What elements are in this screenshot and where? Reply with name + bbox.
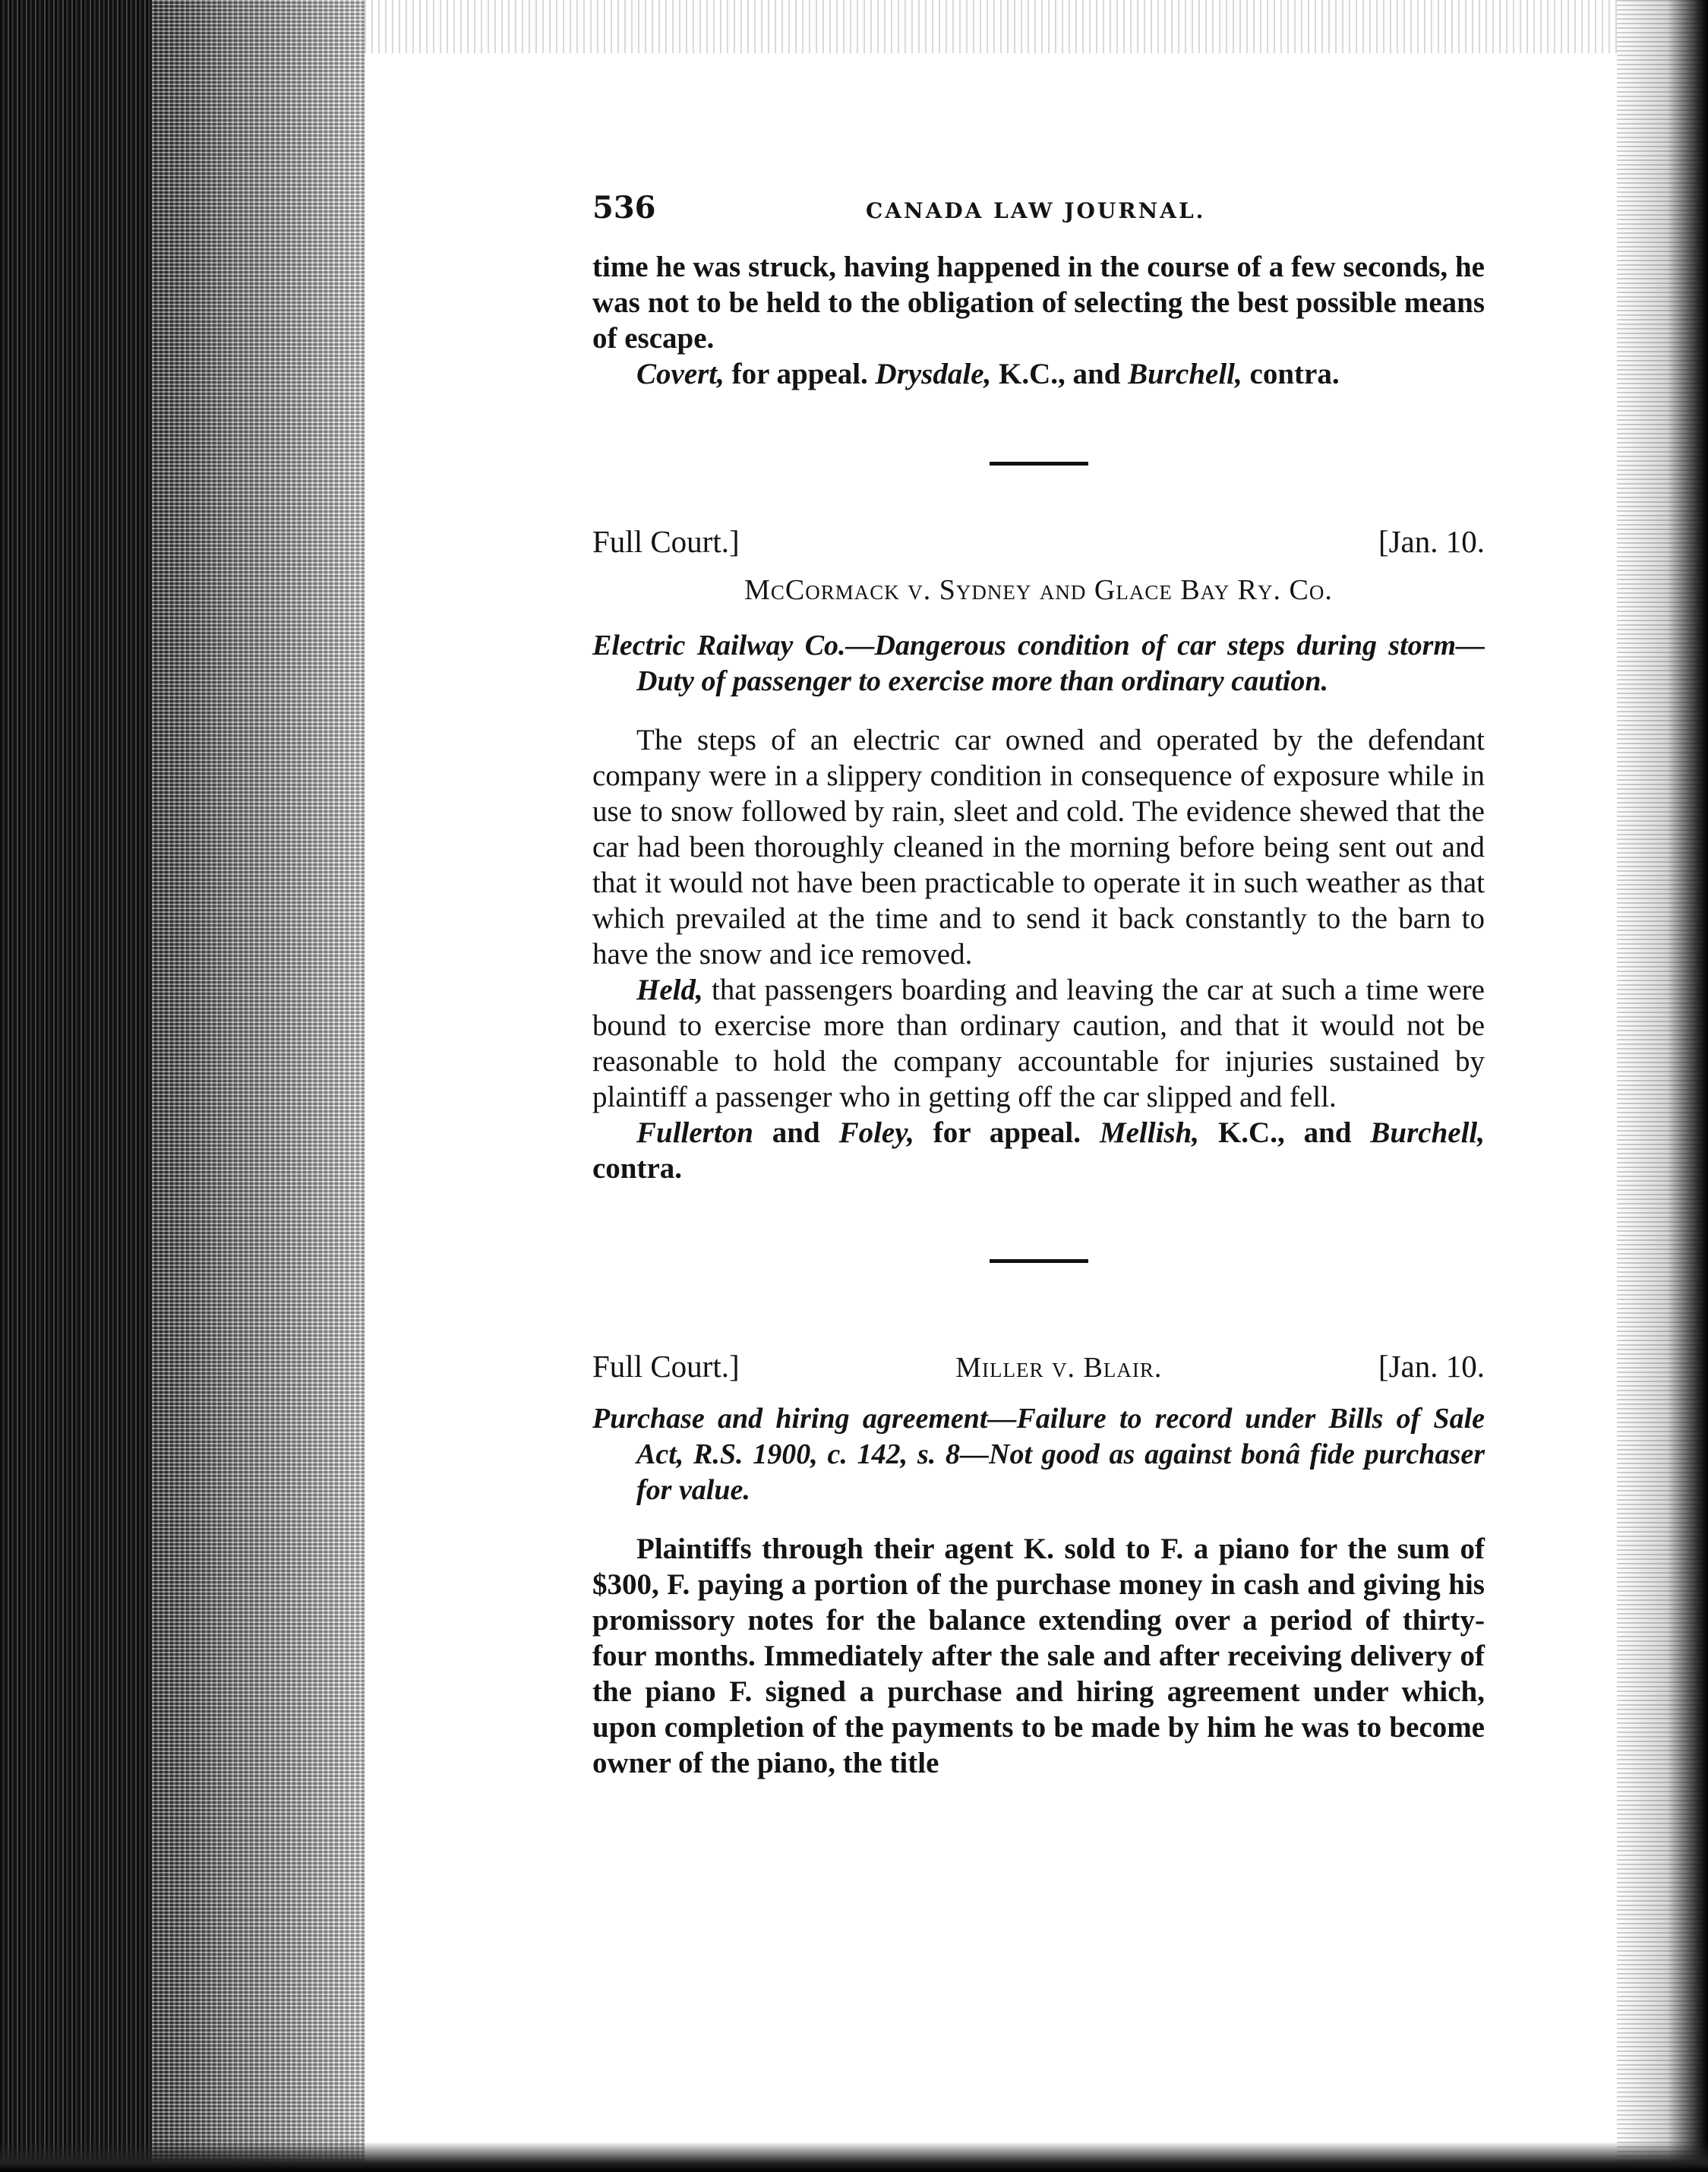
case2-catchwords: Purchase and hiring agreement—Failure to record under Bills of Sale Act, R.S. 1900, c. 142, s. 8—Not good as against bonâ fide purchaser for value. bbox=[592, 1403, 1485, 1506]
case1-counsel bbox=[592, 1115, 1485, 1186]
case2-heading bbox=[592, 1348, 1485, 1384]
case2-title: Miller v. Blair. bbox=[955, 1352, 1163, 1384]
case2-court: Full Court.] bbox=[592, 1349, 740, 1384]
counsel-name: Foley, bbox=[838, 1116, 914, 1149]
case1-date: [Jan. 10. bbox=[1378, 524, 1485, 559]
case1-facts: The steps of an electric car owned and operated by the defendant company were in a slippery condition in consequence of exposure while in use to snow followed by rain, sleet and cold. The evidence shewed that the car had been thoroughly cleaned in the morning before being sent out and that it would not have been practicable to operate it in such weather as that which prevailed at the time and to send it back constantly to the barn to have the snow and ice removed. bbox=[592, 724, 1485, 971]
prev-case-text: time he was struck, having happened in the course of a few seconds, he was not to be held to the obligation of selecting the best possible means of escape. bbox=[592, 251, 1485, 355]
case2-facts: Plaintiffs through their agent K. sold to F. a piano for the sum of $300, F. paying a portion of the purchase money in cash and giving his promissory notes for the balance extending over a period of thirty-four months. Immediately after the sale and after receiving delivery of the piano F. signed a purchase and hiring agreement under which, upon completion of the payments to be made by him he was to become owner of the piano, the title bbox=[592, 1533, 1485, 1779]
counsel-text: K.C., and bbox=[1199, 1116, 1371, 1149]
running-head bbox=[592, 190, 1485, 235]
counsel-name: Drysdale, bbox=[875, 358, 992, 390]
section-divider bbox=[990, 462, 1088, 466]
section-divider bbox=[990, 1259, 1088, 1263]
counsel-text: for appeal. bbox=[724, 358, 876, 390]
scan-top-noise bbox=[365, 0, 1708, 53]
counsel-text: contra. bbox=[1242, 358, 1340, 390]
counsel-name: Burchell, bbox=[1128, 358, 1242, 390]
held-label: Held, bbox=[636, 974, 703, 1006]
journal-page bbox=[592, 190, 1485, 1781]
case1-held bbox=[592, 972, 1485, 1115]
page-number: 536 bbox=[592, 190, 656, 226]
counsel-text: and bbox=[753, 1116, 839, 1149]
counsel-name: Fullerton bbox=[636, 1116, 753, 1149]
case1-heading bbox=[592, 523, 1485, 560]
scan-right-edge bbox=[1617, 0, 1708, 2172]
scan-binding-edge bbox=[0, 0, 365, 2172]
case1-catchwords: Electric Railway Co.—Dangerous condition of car steps during storm—Duty of passenger to exercise more than ordinary caution. bbox=[592, 630, 1485, 697]
counsel-text: for appeal. bbox=[914, 1116, 1100, 1149]
case1-title: McCormack v. Sydney and Glace Bay Ry. Co. bbox=[744, 574, 1333, 606]
case1-court: Full Court.] bbox=[592, 524, 740, 559]
journal-title: CANADA LAW JOURNAL. bbox=[866, 198, 1206, 223]
scan-bottom-edge bbox=[0, 2142, 1708, 2172]
counsel-name: Mellish, bbox=[1099, 1116, 1200, 1149]
counsel-name: Burchell, bbox=[1370, 1116, 1485, 1149]
counsel-name: Covert, bbox=[636, 358, 725, 390]
prev-case-counsel bbox=[592, 356, 1485, 392]
counsel-text: K.C., and bbox=[991, 358, 1129, 390]
case2-date: [Jan. 10. bbox=[1378, 1349, 1485, 1384]
held-text: that passengers boarding and leaving the car at such a time were bound to exercise more than ordinary caution, and that it would not be reasonable to hold the company accountable for injuries sustained by plaintiff a passenger who in getting off the car slipped and fell. bbox=[592, 974, 1485, 1113]
counsel-text: contra. bbox=[592, 1152, 683, 1185]
